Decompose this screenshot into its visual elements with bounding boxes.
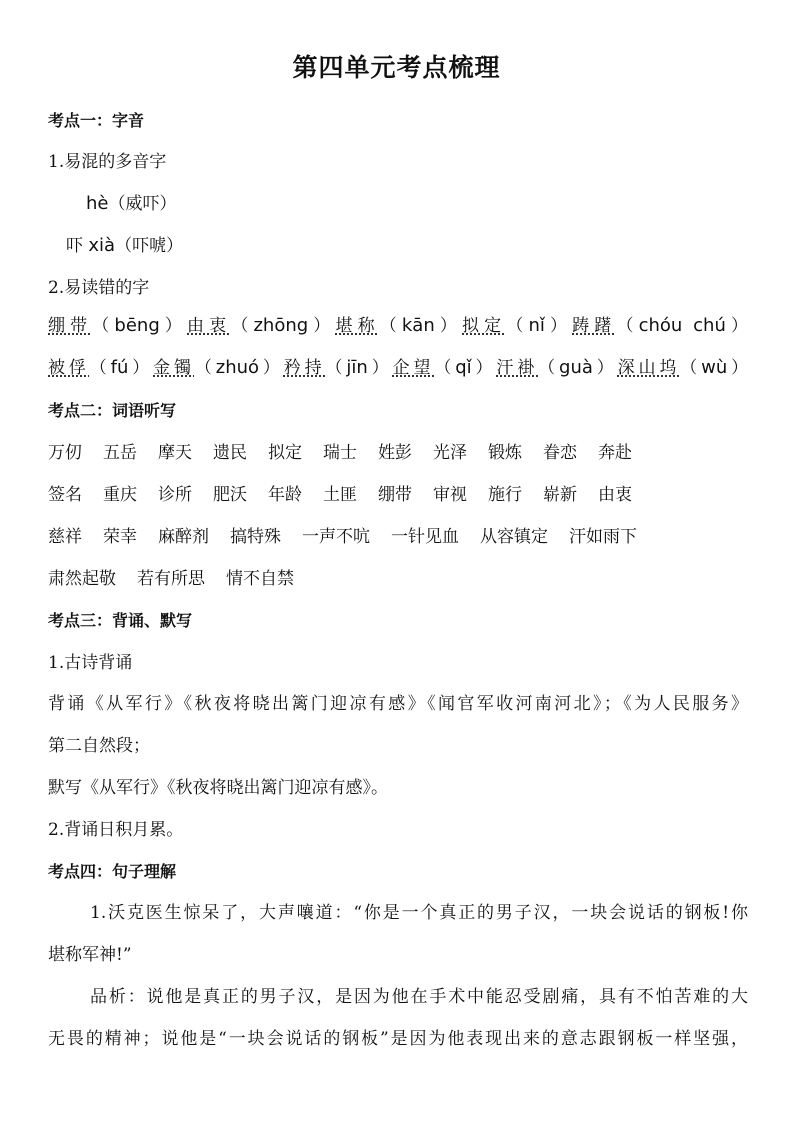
- sentence-1-line-1: 1.沃克医生惊呆了，大声嚷道：“你是一个真正的男子汉，一块会说话的钢板!你: [90, 903, 748, 923]
- subheading-poem-recitation: 1.古诗背诵: [48, 653, 133, 673]
- vocab-word: 重庆: [103, 485, 137, 505]
- analysis-1-line-2: 无畏的精神；说他是“一块会说话的钢板”是因为他表现出来的意志跟钢板一样坚强，: [48, 1029, 748, 1049]
- misread-item: 金镯（zhuó）: [153, 357, 284, 378]
- vocab-word: 遗民: [213, 443, 247, 463]
- subheading-misread: 2.易读错的字: [48, 278, 150, 298]
- vocab-row-3: [48, 526, 748, 548]
- vocab-row-4: [48, 568, 748, 590]
- vocab-word: 五岳: [103, 443, 137, 463]
- vocab-word: 一针见血: [391, 527, 459, 547]
- vocab-word: 姓彭: [378, 443, 412, 463]
- misread-item: 深山坞（wù）: [617, 357, 749, 378]
- vocab-word: 诊所: [158, 485, 192, 505]
- misread-item: 堪称（kān）: [335, 315, 463, 336]
- pinyin-he: hè: [86, 193, 109, 214]
- section-heading-3: 考点三：背诵、默写: [48, 611, 193, 630]
- vocab-word: 一声不吭: [302, 527, 370, 547]
- vocab-word: 崭新: [543, 485, 577, 505]
- char-xia: 吓: [66, 236, 83, 256]
- misread-item: 企望（qǐ）: [392, 357, 497, 378]
- vocab-word: 施行: [488, 485, 522, 505]
- vocab-word: 签名: [48, 485, 82, 505]
- misread-row-2: [48, 357, 748, 379]
- misread-item: 绷带（bēng）: [48, 315, 188, 336]
- dictation-line: 默写《从军行》《秋夜将晓出篱门迎凉有感》。: [48, 778, 388, 798]
- vocab-word: 瑞士: [323, 443, 357, 463]
- misread-item: 拟定（nǐ）: [462, 315, 573, 336]
- vocab-word: 绷带: [378, 485, 412, 505]
- misread-row-1: [48, 315, 748, 337]
- section-heading-1: 考点一：字音: [48, 111, 145, 130]
- vocab-word: 慈祥: [48, 527, 82, 547]
- vocab-word: 年龄: [268, 485, 302, 505]
- misread-item: 由衷（zhōng）: [187, 315, 336, 336]
- word-xiahu: （吓唬）: [115, 236, 184, 256]
- vocab-word: 眷恋: [543, 443, 577, 463]
- misread-item: 汗褂（guà）: [496, 357, 618, 378]
- vocab-word: 锻炼: [488, 443, 522, 463]
- section-heading-4: 考点四：句子理解: [48, 862, 177, 881]
- vocab-word: 荣幸: [103, 527, 137, 547]
- vocab-word: 情不自禁: [226, 569, 294, 589]
- misread-item: 被俘（fú）: [48, 357, 154, 378]
- vocab-word: 肃然起敬: [48, 569, 116, 589]
- misread-item: 踌躇（chóu chú）: [572, 315, 749, 336]
- word-weihe: （威吓）: [108, 194, 177, 214]
- analysis-1-line-1: 品析：说他是真正的男子汉，是因为他在手术中能忍受剧痛，具有不怕苦难的大: [90, 987, 748, 1007]
- vocab-word: 审视: [433, 485, 467, 505]
- page-title: 第四单元考点梳理: [292, 53, 501, 82]
- sentence-1-line-2: 堪称军神!”: [48, 945, 132, 965]
- vocab-row-1: [48, 442, 748, 464]
- vocab-word: 由衷: [598, 485, 632, 505]
- recitation-line-1: 背诵《从军行》《秋夜将晓出篱门迎凉有感》《闻官军收河南河北》；《为人民服务》: [48, 694, 748, 714]
- vocab-word: 从容镇定: [480, 527, 548, 547]
- vocab-row-2: [48, 484, 748, 506]
- vocab-word: 搞特殊: [230, 527, 281, 547]
- recitation-line-2: 第二自然段；: [48, 736, 150, 756]
- pinyin-xia: xià: [88, 235, 116, 256]
- vocab-word: 肥沃: [213, 485, 247, 505]
- vocab-word: 拟定: [268, 443, 302, 463]
- subheading-polyphonic: 1.易混的多音字: [48, 152, 167, 172]
- vocab-word: 若有所思: [137, 569, 205, 589]
- misread-item: 矜持（jīn）: [283, 357, 393, 378]
- vocab-word: 土匪: [323, 485, 357, 505]
- subheading-accumulation: 2.背诵日积月累。: [48, 820, 184, 840]
- vocab-word: 麻醉剂: [158, 527, 209, 547]
- vocab-word: 摩天: [158, 443, 192, 463]
- polyphonic-he: [86, 193, 786, 215]
- vocab-word: 万仞: [48, 443, 82, 463]
- polyphonic-xia: [66, 235, 766, 257]
- vocab-word: 光泽: [433, 443, 467, 463]
- vocab-word: 奔赴: [598, 443, 632, 463]
- vocab-word: 汗如雨下: [569, 527, 637, 547]
- section-heading-2: 考点二：词语听写: [48, 401, 177, 420]
